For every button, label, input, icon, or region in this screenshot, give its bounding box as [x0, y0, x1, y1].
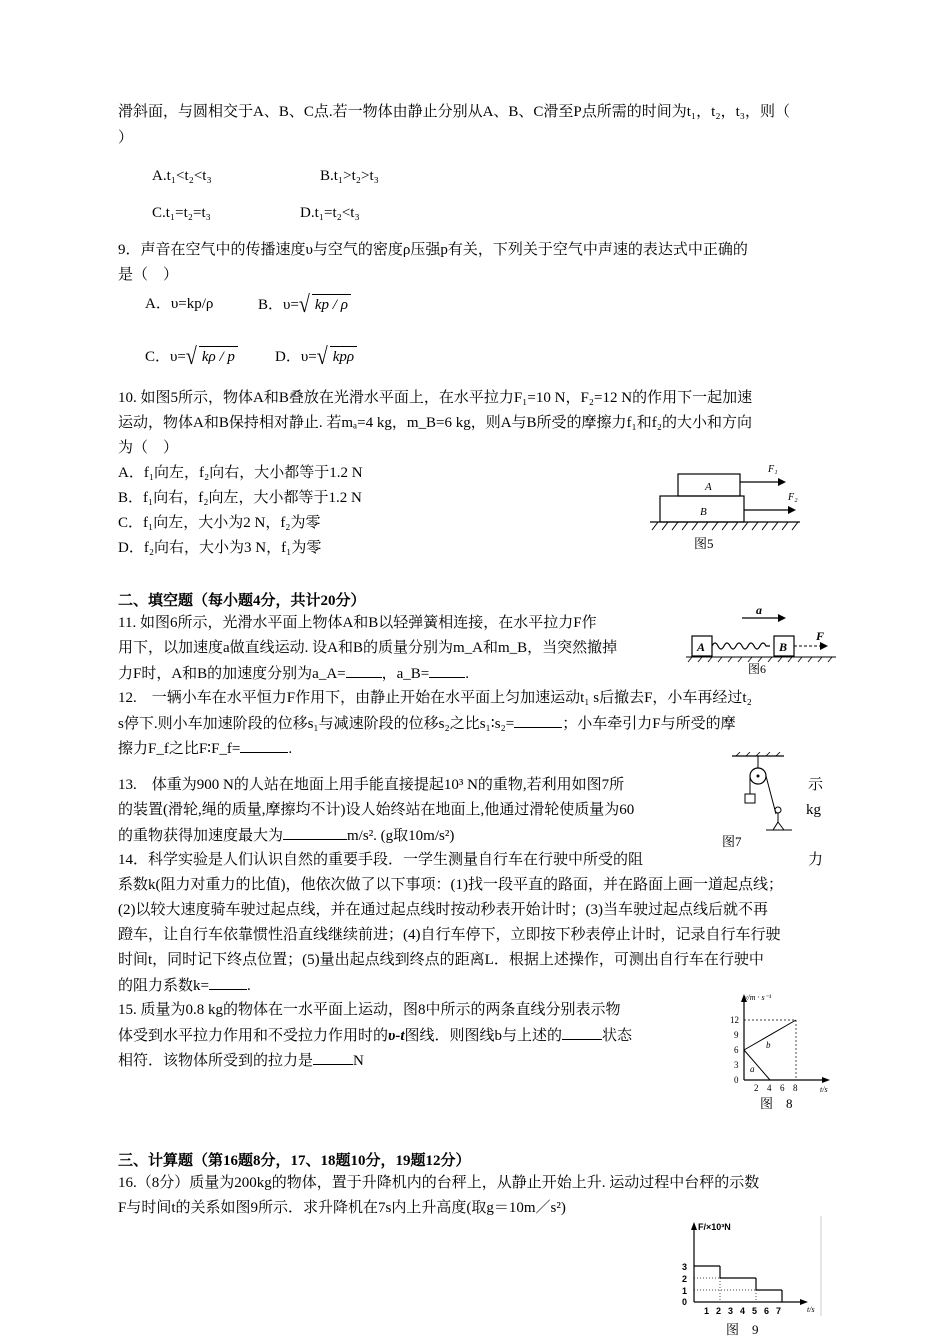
- q12-stem-line2: [118, 713, 736, 734]
- figure-5-label-f1: F₁: [768, 464, 778, 475]
- figure-5-label-b: B: [700, 506, 707, 518]
- q10-stem-line1: 10. 如图5所示，物体A和B叠放在光滑水平面上，在水平拉力F₁=10 N，F₂=12 N的作用下一起加速: [118, 390, 753, 406]
- figure-8-ytick-9: 9: [734, 1030, 739, 1040]
- figure-8-xtick-4: 4: [767, 1083, 772, 1093]
- figure-9-xtick-6: 6: [764, 1306, 770, 1316]
- q14-stem-line1-end: 力: [808, 852, 824, 868]
- q9-option-c: C．υ=√ kρ / p: [145, 346, 238, 367]
- q10-option-b: B．f₁向右，f₂向左，大小都等于1.2 N: [118, 490, 362, 506]
- figure-5-label-f2: F₂: [788, 492, 798, 503]
- figure-9-ytick-2: 2: [682, 1274, 688, 1284]
- q14-stem-line1: 14．科学实验是人们认识自然的重要手段．一学生测量自行车在行驶中所受的阻: [118, 852, 644, 868]
- q8-stem-line1: 滑斜面，与圆相交于A、B、C点.若一物体由静止分别从A、B、C滑至P点所需的时间为t₁，t₂，t₃，则（: [118, 104, 790, 120]
- q8-option-d: D.t₁=t₂<t₃: [300, 205, 360, 221]
- q11-stem-line3: [118, 663, 469, 684]
- q9-option-b-radicand: kp / ρ: [312, 294, 351, 315]
- figure-8-caption: 图 8: [760, 1096, 793, 1111]
- figure-8-ytick-6: 6: [734, 1045, 739, 1055]
- q13-stem-line2-end: kg: [806, 802, 821, 818]
- figure-5: [650, 460, 830, 555]
- q8-option-b: B.t₁>t₂>t₃: [320, 168, 379, 184]
- q13-stem-line1: 13. 体重为900 N的人站在地面上用手能直接提起10³ N的重物,若利用如图7所: [118, 777, 625, 793]
- q9-option-d: D．υ=√ kpρ: [275, 346, 357, 367]
- q12-stem-line3: [118, 738, 292, 759]
- q13-part-a: 的重物获得加速度最大为: [118, 828, 284, 844]
- figure-9-xtick-3: 3: [728, 1306, 734, 1316]
- q12-part-b: ；小车牵引力F与所受的摩: [562, 716, 736, 732]
- section-3-heading: 三、计算题（第16题8分，17、18题10分，19题12分）: [118, 1153, 471, 1169]
- q9-stem-line2: 是（ ）: [118, 267, 179, 283]
- figure-6-label-a: A: [697, 640, 706, 654]
- figure-8-line-b: b: [766, 1040, 771, 1050]
- q8-stem-line2: ）: [118, 130, 134, 146]
- q11-stem-line1: 11. 如图6所示，光滑水平面上物体A和B以轻弹簧相连接，在水平拉力F作: [118, 615, 597, 631]
- figure-8-ytick-3: 3: [734, 1060, 739, 1070]
- section-2-heading: 二、填空题（每小题4分，共计20分）: [118, 593, 366, 609]
- q14-stem-line6: [118, 975, 251, 996]
- q8-option-a: A.t₁<t₂<t₃: [152, 168, 212, 184]
- q13-stem-line3: [118, 825, 454, 846]
- q14-blank-k[interactable]: [209, 975, 247, 990]
- figure-6-caption: 图6: [748, 662, 767, 676]
- q16-stem-line2: F与时间t的关系如图9所示．求升降机在7s内上升高度(取g＝10m／s²): [118, 1200, 566, 1216]
- q14-stem-line4: 蹬车，让自行车依靠惯性沿直线继续前进；(4)自行车停下，立即按下秒表停止计时，记录自行车行驶: [118, 927, 781, 943]
- figure-9: [676, 1216, 826, 1340]
- figure-8-ytick-0: 0: [734, 1075, 739, 1085]
- q12-blank-ratio[interactable]: [514, 713, 562, 728]
- q11-part-a: 力F时，A和B的加速度分别为a_A=: [118, 666, 346, 682]
- q11-blank-ab[interactable]: [429, 663, 465, 678]
- q11-stem-line2: 用下，以加速度a做直线运动. 设A和B的质量分别为m_A和m_B，当突然撤掉: [118, 640, 618, 656]
- q9-option-b-label: B．υ=: [258, 297, 299, 313]
- figure-8-xtick-6: 6: [780, 1083, 785, 1093]
- q11-blank-aa[interactable]: [346, 663, 382, 678]
- q15-part-a: 体受到水平拉力作用和不受拉力作用时的: [118, 1028, 389, 1044]
- figure-9-xtick-5: 5: [752, 1306, 758, 1316]
- q13-stem-line1-end: 示: [808, 777, 824, 793]
- q14-part-a: 的阻力系数k=: [118, 978, 209, 994]
- q14-stem-line2: 系数k(阻力对重力的比值)，他依次做了以下事项：(1)找一段平直的路面，并在路面上画一道起点线；: [118, 877, 783, 893]
- figure-9-xtick-7: 7: [776, 1306, 782, 1316]
- figure-9-caption: 图 9: [726, 1322, 759, 1337]
- figure-9-ytick-1: 1: [682, 1286, 688, 1296]
- figure-8-xtick-2: 2: [754, 1083, 759, 1093]
- q12-blank-force-ratio[interactable]: [240, 738, 288, 753]
- q13-blank-accel[interactable]: [283, 825, 347, 840]
- q15-blank-state[interactable]: [562, 1025, 602, 1040]
- q9-option-a: A．υ=kp/ρ: [145, 296, 214, 312]
- q9-option-c-radicand: kρ / p: [199, 346, 238, 367]
- figure-7-caption: 图7: [722, 834, 742, 849]
- q9-option-c-label: C．υ=: [145, 349, 186, 365]
- q12-part-d: .: [288, 741, 293, 757]
- figure-9-ytick-3: 3: [682, 1262, 688, 1272]
- q14-stem-line3: (2)以较大速度骑车驶过起点线，并在通过起点线时按动秒表开始计时；(3)当车驶过起点线后就不再: [118, 902, 768, 918]
- q12-stem-line1: 12. 一辆小车在水平恒力F作用下，由静止开始在水平面上匀加速运动t₁ s后撤去F，小车再经过t₂: [118, 690, 752, 706]
- q15-part-f: N: [353, 1053, 364, 1069]
- figure-9-ylabel: F/×10³N: [698, 1222, 731, 1232]
- q9-option-d-label: D．υ=: [275, 349, 317, 365]
- figure-8: [728, 990, 838, 1115]
- figure-6-label-accel: a: [756, 604, 762, 617]
- q10-option-a: A．f₁向左，f₂向右，大小都等于1.2 N: [118, 465, 363, 481]
- figure-9-xtick-1: 1: [704, 1306, 710, 1316]
- q15-stem-line1: 15. 质量为0.8 kg的物体在一水平面上运动，图8中所示的两条直线分别表示物: [118, 1002, 621, 1018]
- q15-part-c: 图线．则图线b与上述的: [404, 1028, 563, 1044]
- q9-stem-line1: 9．声音在空气中的传播速度υ与空气的密度ρ压强p有关，下列关于空气中声速的表达式中正确的: [118, 242, 748, 258]
- figure-6: [686, 604, 836, 676]
- q15-stem-line2: [118, 1025, 632, 1046]
- q15-blank-force[interactable]: [313, 1050, 353, 1065]
- figure-8-ylabel: v/m · s⁻¹: [744, 993, 772, 1002]
- figure-8-line-a: a: [750, 1064, 755, 1074]
- figure-9-ytick-0: 0: [682, 1297, 688, 1307]
- scan-edge-line: [820, 1216, 822, 1316]
- figure-9-xtick-4: 4: [740, 1306, 746, 1316]
- figure-8-ytick-12: 12: [730, 1015, 739, 1025]
- q10-stem-line3: 为（ ）: [118, 440, 179, 456]
- q15-vt-symbol: υ-t: [388, 1028, 405, 1044]
- q11-part-b: ，a_B=: [381, 666, 430, 682]
- q15-part-e: 相符．该物体所受到的拉力是: [118, 1053, 314, 1069]
- q10-option-c: C．f₁向左，大小为2 N，f₂为零: [118, 515, 321, 531]
- figure-8-xlabel: t/s: [820, 1085, 828, 1094]
- q12-part-a: s停下.则小车加速阶段的位移s₁与减速阶段的位移s₂之比s₁∶s₂=: [118, 716, 515, 732]
- q10-option-d: D．f₂向右，大小为3 N，f₁为零: [118, 540, 322, 556]
- figure-8-xtick-8: 8: [793, 1083, 798, 1093]
- q14-stem-line5: 时间t，同时记下终点位置；(5)量出起点线到终点的距离L．根据上述操作，可测出自行车在行驶中: [118, 952, 764, 968]
- q11-part-c: .: [465, 666, 470, 682]
- q9-option-d-radicand: kpρ: [330, 346, 357, 367]
- q16-stem-line1: 16.（8分）质量为200kg的物体，置于升降机内的台秤上，从静止开始上升. 运动过程中台秤的示数: [118, 1175, 760, 1191]
- q9-option-b: B．υ=√ kp / ρ: [258, 294, 351, 315]
- q10-stem-line2: 运动，物体A和B保持相对静止. 若mₐ=4 kg，m_B=6 kg，则A与B所受的摩擦力f₁和f₂的大小和方向: [118, 415, 752, 431]
- figure-5-label-a: A: [705, 481, 712, 493]
- q14-part-b: .: [246, 978, 251, 994]
- figure-6-label-b: B: [779, 640, 788, 654]
- q12-part-c: 擦力F_f之比F∶F_f=: [118, 741, 241, 757]
- q13-part-b: m/s². (g取10m/s²): [347, 828, 455, 844]
- figure-9-xtick-2: 2: [716, 1306, 722, 1316]
- q15-stem-line3: [118, 1050, 364, 1071]
- figure-9-xlabel: t/s: [807, 1305, 815, 1314]
- figure-6-label-f: F: [816, 629, 825, 643]
- figure-5-caption: 图5: [694, 536, 714, 551]
- q15-part-d: 状态: [602, 1028, 633, 1044]
- q13-stem-line2: 的装置(滑轮,绳的质量,摩擦均不计)设人始终站在地面上,他通过滑轮使质量为60: [118, 802, 635, 818]
- q8-option-c: C.t₁=t₂=t₃: [152, 205, 211, 221]
- figure-7: [720, 752, 800, 850]
